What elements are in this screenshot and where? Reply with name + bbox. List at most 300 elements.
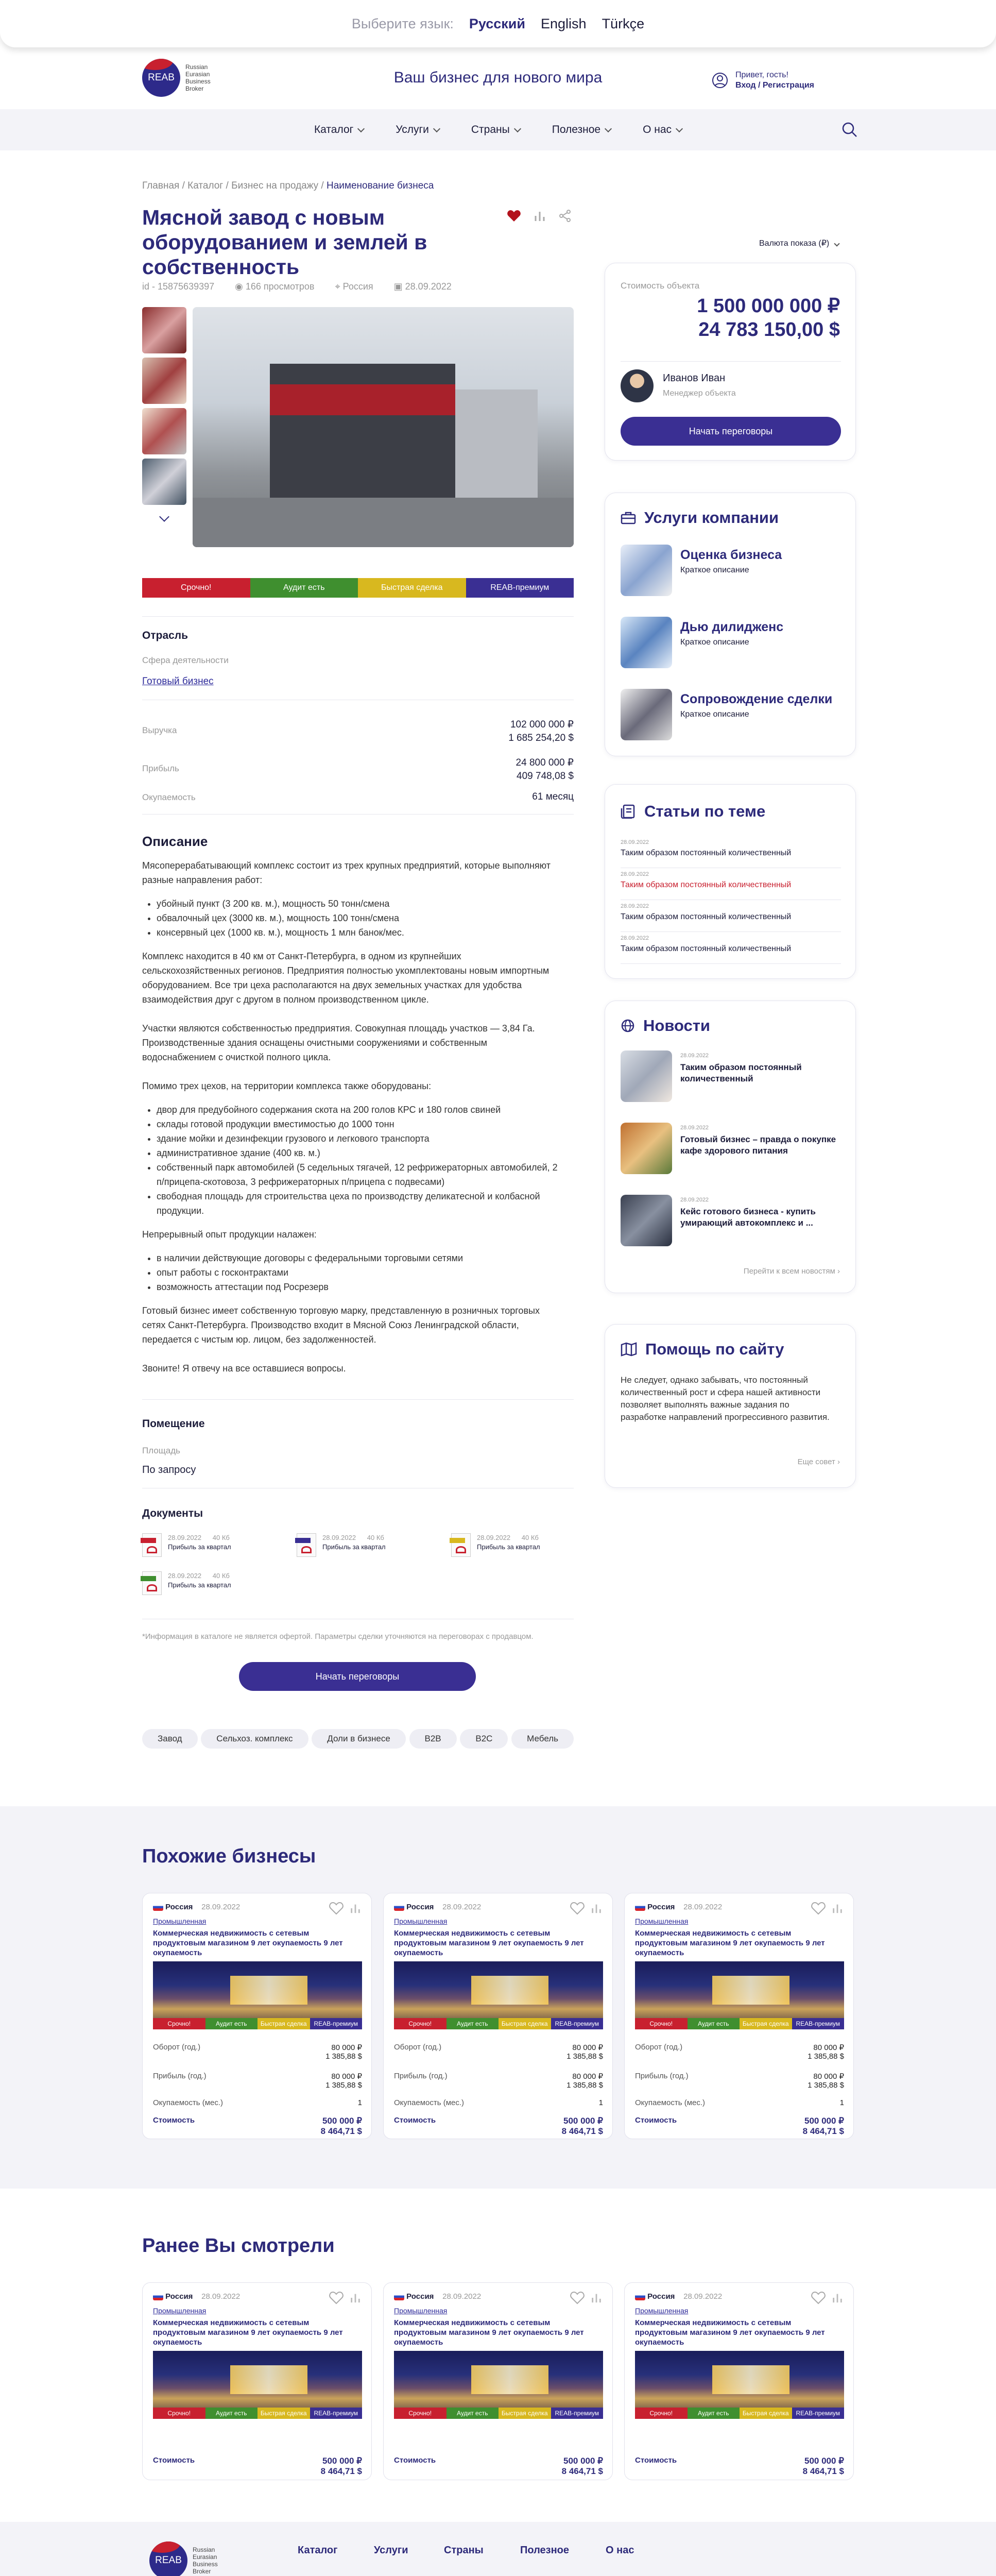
footer-nav-item[interactable]: Услуги xyxy=(374,2545,408,2556)
card-badges xyxy=(394,2408,603,2419)
gallery-thumbs xyxy=(142,307,186,523)
area-value: По запросу xyxy=(142,1464,196,1476)
heart-outline-icon[interactable] xyxy=(329,2291,344,2304)
row-label: Оборот (год.) xyxy=(635,2043,683,2052)
card-image-building xyxy=(712,2365,789,2394)
business-card[interactable] xyxy=(624,1893,854,2139)
tag[interactable]: Доли в бизнесе xyxy=(312,1729,406,1749)
service-name: Оценка бизнеса xyxy=(680,548,782,562)
business-card[interactable] xyxy=(142,2282,372,2480)
card-category[interactable]: Промышленная xyxy=(394,2307,448,2315)
breadcrumb-sep: / xyxy=(179,180,188,191)
nav-item-about[interactable] xyxy=(643,124,682,136)
heart-outline-icon[interactable] xyxy=(570,2291,585,2304)
article-date: 28.09.2022 xyxy=(621,935,649,941)
documents-list xyxy=(142,1533,574,1605)
nav-label: Полезное xyxy=(552,124,601,135)
heart-outline-icon[interactable] xyxy=(570,1902,585,1915)
breadcrumb-current: Наименование бизнеса xyxy=(327,180,434,191)
gallery-thumb[interactable] xyxy=(142,408,186,454)
news-item[interactable] xyxy=(621,1050,841,1102)
document-item[interactable] xyxy=(142,1571,231,1595)
disclaimer: *Информация в каталоге не является офертой. Параметры сделки уточняются на переговорах с продавцом. xyxy=(142,1632,534,1641)
card-category[interactable]: Промышленная xyxy=(394,1917,448,1925)
chart-icon[interactable] xyxy=(832,1903,843,1914)
badge-fast-deal: Быстрая сделка xyxy=(257,2408,310,2419)
badge-fast-deal: Быстрая сделка xyxy=(257,2018,310,2029)
card-price xyxy=(153,2116,362,2136)
document-icon xyxy=(621,804,636,819)
badge-premium: REAB-премиум xyxy=(551,2018,604,2029)
badge-urgent: Срочно! xyxy=(394,2408,447,2419)
articles-list xyxy=(621,836,841,964)
service-name: Дью дилидженс xyxy=(680,620,784,634)
manager-role: Менеджер объекта xyxy=(663,389,736,398)
card-image xyxy=(153,1961,362,2029)
card-badges xyxy=(394,2018,603,2029)
card-image xyxy=(635,1961,844,2029)
revenue-label: Выручка xyxy=(142,725,177,735)
nav-label: О нас xyxy=(643,124,672,135)
footer-nav-item[interactable]: Полезное xyxy=(520,2545,570,2556)
currency-select[interactable] xyxy=(759,238,839,248)
nav-label: Услуги xyxy=(396,124,429,135)
chart-icon[interactable] xyxy=(350,2292,361,2303)
documents-title: Документы xyxy=(142,1507,203,1519)
all-news-link[interactable] xyxy=(744,1267,840,1276)
viewed-title: Ранее Вы смотрели xyxy=(142,2235,335,2257)
card-profit xyxy=(153,2072,362,2090)
description-paragraph: Комплекс находится в 40 км от Санкт-Петербурга, в одном из крупнейших сельскохозяйственных регионов. Предприятия полностью укомплектованы новым импортным оборудованием. Все три цеха располагаются на двух земельных участках для удобства взаимодействия друг с другом в полном производственном цикле. xyxy=(142,951,549,1005)
logo-line: Business xyxy=(193,2561,218,2568)
document-item[interactable] xyxy=(451,1533,540,1557)
building-wing xyxy=(455,389,538,498)
article-item[interactable] xyxy=(621,932,841,964)
card-date: 28.09.2022 xyxy=(442,1903,482,1911)
card-image-building xyxy=(230,2365,307,2394)
row-label: Окупаемость (мес.) xyxy=(394,2098,465,2107)
price-usd: 24 783 150,00 $ xyxy=(698,319,840,341)
row-value: 1 xyxy=(839,2098,844,2107)
divider xyxy=(142,1399,574,1400)
news-card xyxy=(605,1001,856,1293)
price-rub: 500 000 ₽ xyxy=(804,2456,844,2466)
price-rub: 500 000 ₽ xyxy=(563,2456,603,2466)
card-meta xyxy=(635,1903,722,1911)
card-price xyxy=(153,2456,362,2476)
list-item: • возможность аттестации под Росрезерв xyxy=(157,1280,559,1294)
main-photo[interactable] xyxy=(193,307,574,547)
article-date: 28.09.2022 xyxy=(621,903,649,909)
chevron-down-icon xyxy=(514,125,521,132)
articles-title: Статьи по теме xyxy=(644,802,766,820)
card-title[interactable]: Коммерческая недвижимость с сетевым продуктовым магазином 9 лет окупаемость 9 лет окупаемость xyxy=(394,2318,584,2347)
service-image xyxy=(621,545,672,596)
sphere-link[interactable]: Готовый бизнес xyxy=(142,676,214,687)
share-icon[interactable] xyxy=(558,209,572,223)
card-country: Россия xyxy=(406,2292,434,2301)
chevron-down-icon xyxy=(357,125,365,132)
views-count: 166 просмотров xyxy=(245,281,315,292)
doc-size: 40 Кб xyxy=(367,1534,384,1541)
list-item: • административное здание (400 кв. м.) xyxy=(157,1146,559,1160)
tag[interactable]: B2C xyxy=(460,1729,508,1749)
card-badges xyxy=(635,2408,844,2419)
description-paragraph: Готовый бизнес имеет собственную торговую марку, представленную в розничных торговых сетях Санкт-Петербурга. Производство входит в Мясной Союз Ленинградской области, передается с чистым юр. лицом, без задолженностей. xyxy=(142,1306,540,1345)
card-title[interactable]: Коммерческая недвижимость с сетевым продуктовым магазином 9 лет окупаемость 9 лет окупаемость xyxy=(394,1929,584,1957)
price-rub: 500 000 ₽ xyxy=(322,2456,362,2466)
row-label: Стоимость xyxy=(394,2456,436,2465)
service-name: Сопровождение сделки xyxy=(680,692,833,706)
article-item[interactable] xyxy=(621,836,841,868)
business-card[interactable] xyxy=(624,2282,854,2480)
badge-audit: Аудит есть xyxy=(688,2408,740,2419)
chevron-down-icon xyxy=(433,125,440,132)
card-title[interactable]: Коммерческая недвижимость с сетевым продуктовым магазином 9 лет окупаемость 9 лет окупаемость xyxy=(635,2318,825,2347)
badge-urgent: Срочно! xyxy=(394,2018,447,2029)
row-value: 80 000 ₽ xyxy=(331,2072,362,2081)
list-item: • опыт работы с госконтрактами xyxy=(157,1265,559,1280)
pdf-icon xyxy=(142,1533,162,1557)
document-item[interactable] xyxy=(297,1533,386,1557)
card-image-building xyxy=(471,2365,548,2394)
doc-date: 28.09.2022 xyxy=(168,1572,202,1580)
news-date: 28.09.2022 xyxy=(680,1053,709,1059)
news-text: Готовый бизнес – правда о покупке кафе здорового питания xyxy=(680,1134,836,1156)
logo-line: Russian xyxy=(193,2546,215,2553)
login-link[interactable]: Вход / Регистрация xyxy=(735,81,814,90)
gallery-thumb[interactable] xyxy=(142,358,186,404)
news-image xyxy=(621,1195,672,1246)
globe-icon xyxy=(621,1019,635,1033)
card-turnover xyxy=(394,2043,603,2061)
pdf-icon xyxy=(297,1533,316,1557)
badge-audit: Аудит есть xyxy=(205,2408,258,2419)
card-badges xyxy=(635,2018,844,2029)
heart-outline-icon[interactable] xyxy=(811,1902,826,1915)
row-label: Оборот (год.) xyxy=(153,2043,201,2052)
help-title: Помощь по сайту xyxy=(645,1340,784,1358)
language-option-en[interactable]: English xyxy=(541,15,587,31)
service-item[interactable] xyxy=(621,545,782,596)
card-turnover xyxy=(153,2043,362,2061)
card-image xyxy=(635,2351,844,2419)
business-card[interactable] xyxy=(383,2282,613,2480)
divider xyxy=(142,814,574,815)
user-block[interactable] xyxy=(712,70,814,91)
logo-line: Broker xyxy=(185,85,204,92)
list-item: • здание мойки и дезинфекции грузового и легкового транспорта xyxy=(157,1131,559,1146)
doc-date: 28.09.2022 xyxy=(477,1534,511,1541)
row-label: Стоимость xyxy=(635,2116,677,2125)
listing-date xyxy=(394,281,452,292)
services-header xyxy=(621,509,779,527)
chevron-down-icon xyxy=(834,241,839,246)
badge-audit: Аудит есть xyxy=(205,2018,258,2029)
logo-line: Eurasian xyxy=(193,2553,217,2561)
row-label: Окупаемость (мес.) xyxy=(635,2098,706,2107)
list-item: • склады готовой продукции вместимостью до 1000 тонн xyxy=(157,1117,559,1131)
badge-audit: Аудит есть xyxy=(447,2018,499,2029)
row-value: 1 385,88 $ xyxy=(566,2052,603,2061)
card-image xyxy=(394,2351,603,2419)
card-price xyxy=(394,2116,603,2136)
chevron-down-icon xyxy=(605,125,612,132)
card-country: Россия xyxy=(165,1903,193,1911)
card-category[interactable]: Промышленная xyxy=(635,1917,689,1925)
card-date: 28.09.2022 xyxy=(683,1903,723,1911)
card-price xyxy=(635,2456,844,2476)
article-text: Таким образом постоянный количественный xyxy=(621,944,792,953)
divider xyxy=(621,361,841,362)
news-item[interactable] xyxy=(621,1123,841,1174)
logo-text: REAB xyxy=(148,72,175,83)
gallery-thumb[interactable] xyxy=(142,459,186,505)
card-badges xyxy=(153,2018,362,2029)
badge-urgent: Срочно! xyxy=(153,2408,205,2419)
arrow-right-icon: › xyxy=(837,1267,840,1276)
building-stripe xyxy=(270,384,455,415)
row-value: 80 000 ₽ xyxy=(813,2072,844,2081)
badge-premium: REAB-премиум xyxy=(310,2408,363,2419)
more-tip-label: Еще совет xyxy=(797,1458,835,1466)
news-text: Кейс готового бизнеса - купить умирающий автокомплекс и ... xyxy=(680,1207,816,1228)
badge-premium: REAB-премиум xyxy=(792,2408,845,2419)
badge-fast-deal: Быстрая сделка xyxy=(499,2408,551,2419)
description-body xyxy=(142,858,559,1376)
articles-card xyxy=(605,784,856,979)
article-item[interactable] xyxy=(621,900,841,932)
logo-mark xyxy=(149,2541,187,2576)
price-rub: 500 000 ₽ xyxy=(563,2116,603,2126)
card-meta xyxy=(394,2292,481,2301)
card-title[interactable]: Коммерческая недвижимость с сетевым продуктовым магазином 9 лет окупаемость 9 лет окупаемость xyxy=(153,2318,343,2347)
breadcrumb-link[interactable]: Бизнес на продажу xyxy=(231,180,319,191)
badge-premium: REAB-премиум xyxy=(310,2018,363,2029)
russia-flag-icon xyxy=(635,1904,645,1911)
profit-rub: 24 800 000 ₽ xyxy=(516,757,574,768)
service-item[interactable] xyxy=(621,689,832,740)
sphere-label: Сфера деятельности xyxy=(142,655,229,665)
row-value: 80 000 ₽ xyxy=(813,2043,844,2052)
service-desc: Краткое описание xyxy=(680,566,749,574)
footer-nav-item[interactable]: Страны xyxy=(444,2545,484,2556)
chart-icon[interactable] xyxy=(591,1903,602,1914)
card-image xyxy=(153,2351,362,2419)
badge-urgent: Срочно! xyxy=(635,2018,688,2029)
doc-size: 40 Кб xyxy=(521,1534,539,1541)
similar-title: Похожие бизнесы xyxy=(142,1845,316,1867)
profit-values xyxy=(419,756,574,783)
user-greeting: Привет, гость! xyxy=(735,71,788,79)
payback-label: Окупаемость xyxy=(142,792,196,802)
search-icon[interactable] xyxy=(842,122,858,138)
card-price xyxy=(635,2116,844,2136)
currency-label: Валюта показа (₽) xyxy=(759,239,830,248)
price-usd: 8 464,71 $ xyxy=(802,2126,844,2136)
row-value: 1 385,88 $ xyxy=(325,2081,362,2090)
tag[interactable]: Мебель xyxy=(511,1729,574,1749)
card-image-building xyxy=(230,1976,307,2005)
card-date: 28.09.2022 xyxy=(201,2292,241,2301)
footer-nav xyxy=(298,2545,634,2556)
card-meta xyxy=(153,2292,240,2301)
language-option-ru[interactable]: Русский xyxy=(469,15,525,31)
listing-badges xyxy=(142,578,574,598)
card-payback xyxy=(635,2098,844,2107)
service-image xyxy=(621,617,672,668)
nav-item-services[interactable] xyxy=(396,124,439,136)
list-item: • консервный цех (1000 кв. м.), мощность 1 млн банок/мес. xyxy=(157,925,559,940)
card-category[interactable]: Промышленная xyxy=(635,2307,689,2315)
description-paragraph: Непрерывный опыт продукции налажен: xyxy=(142,1229,317,1240)
area-label: Площадь xyxy=(142,1446,181,1455)
card-image xyxy=(394,1961,603,2029)
row-value: 1 385,88 $ xyxy=(566,2081,603,2090)
card-category[interactable]: Промышленная xyxy=(153,2307,207,2315)
language-option-tr[interactable]: Türkçe xyxy=(602,15,645,31)
list-item: • двор для предубойного содержания скота на 200 голов КРС и 180 голов свиней xyxy=(157,1103,559,1117)
card-payback xyxy=(394,2098,603,2107)
nav-item-catalog[interactable] xyxy=(314,124,364,136)
map-icon xyxy=(621,1342,637,1357)
row-value: 1 xyxy=(357,2098,362,2107)
tag[interactable]: Завод xyxy=(142,1729,198,1749)
list-item: • собственный парк автомобилей (5 седельных тягачей, 12 рефрижераторных автомобилей, 2 п/прицепа-скотовоза, 3 рефрижераторных п/прицепа с подвесами) xyxy=(157,1160,559,1189)
footer-logo[interactable] xyxy=(149,2541,218,2576)
row-value: 1 385,88 $ xyxy=(808,2081,844,2090)
badge-audit: Аудит есть xyxy=(250,578,358,598)
revenue-usd: 1 685 254,20 $ xyxy=(508,733,574,743)
russia-flag-icon xyxy=(394,2293,404,2300)
gallery-thumb[interactable] xyxy=(142,307,186,353)
avatar xyxy=(621,369,654,402)
country-value: Россия xyxy=(342,281,373,292)
card-date: 28.09.2022 xyxy=(683,2292,723,2301)
business-card[interactable] xyxy=(142,1893,372,2139)
price-usd: 8 464,71 $ xyxy=(561,2466,603,2476)
description-paragraph: Мясоперерабатывающий комплекс состоит из трех крупных предприятий, которые выполняют разные направления работ: xyxy=(142,860,551,885)
article-text: Таким образом постоянный количественный xyxy=(621,880,792,889)
tag[interactable]: Сельхоз. комплекс xyxy=(201,1729,308,1749)
news-image xyxy=(621,1123,672,1174)
card-meta xyxy=(394,1903,481,1911)
card-title[interactable]: Коммерческая недвижимость с сетевым продуктовым магазином 9 лет окупаемость 9 лет окупаемость xyxy=(635,1929,825,1957)
service-desc: Краткое описание xyxy=(680,638,749,647)
document-item[interactable] xyxy=(142,1533,231,1557)
row-label: Прибыль (год.) xyxy=(635,2072,689,2080)
business-card[interactable] xyxy=(383,1893,613,2139)
list-item: • в наличии действующие договоры с федеральными торговыми сетями xyxy=(157,1251,559,1265)
heart-outline-icon[interactable] xyxy=(811,2291,826,2304)
doc-size: 40 Кб xyxy=(212,1534,230,1541)
doc-name: Прибыль за квартал xyxy=(168,1581,231,1589)
doc-date: 28.09.2022 xyxy=(168,1534,202,1541)
card-profit xyxy=(635,2072,844,2090)
row-label: Стоимость xyxy=(394,2116,436,2125)
listing-id: id - 15875639397 xyxy=(142,281,215,292)
all-news-label: Перейти к всем новостям xyxy=(743,1267,835,1276)
card-price xyxy=(394,2456,603,2476)
row-value: 80 000 ₽ xyxy=(572,2043,603,2052)
russia-flag-icon xyxy=(153,1904,163,1911)
site-slogan: Ваш бизнес для нового мира xyxy=(393,69,603,86)
description-paragraph: Звоните! Я отвечу на все оставшиеся вопросы. xyxy=(142,1363,346,1374)
card-meta xyxy=(635,2292,722,2301)
row-label: Окупаемость (мес.) xyxy=(153,2098,224,2107)
chart-icon[interactable] xyxy=(534,210,546,222)
badge-urgent: Срочно! xyxy=(635,2408,688,2419)
more-tip-link[interactable] xyxy=(798,1458,840,1466)
news-item[interactable] xyxy=(621,1195,841,1246)
news-date: 28.09.2022 xyxy=(680,1125,709,1131)
card-profit xyxy=(394,2072,603,2090)
breadcrumb-link[interactable]: Главная xyxy=(142,180,180,191)
premises-title: Помещение xyxy=(142,1418,205,1430)
breadcrumb-link[interactable]: Каталог xyxy=(187,180,224,191)
row-value: 1 xyxy=(598,2098,603,2107)
row-label: Стоимость xyxy=(153,2116,195,2125)
price-usd: 8 464,71 $ xyxy=(561,2126,603,2136)
page-title: Мясной завод с новым оборудованием и землей в собственность xyxy=(142,206,427,279)
profit-label: Прибыль xyxy=(142,764,179,773)
start-negotiation-button[interactable]: Начать переговоры xyxy=(239,1662,476,1691)
heart-icon[interactable] xyxy=(507,209,521,223)
article-item[interactable] xyxy=(621,868,841,900)
tags xyxy=(142,1729,574,1749)
card-title[interactable]: Коммерческая недвижимость с сетевым продуктовым магазином 9 лет окупаемость 9 лет окупаемость xyxy=(153,1929,343,1957)
card-country: Россия xyxy=(647,2292,675,2301)
chart-icon[interactable] xyxy=(832,2292,843,2303)
help-text: Не следует, однако забывать, что постоянный количественный рост и сфера нашей активности позволяет выполнять важные задания по разработке направлений прогрессивного развития. xyxy=(621,1375,830,1422)
chevron-down-icon xyxy=(676,125,683,132)
card-turnover xyxy=(635,2043,844,2061)
tag[interactable]: B2B xyxy=(409,1729,457,1749)
doc-name: Прибыль за квартал xyxy=(168,1543,231,1551)
price-usd: 8 464,71 $ xyxy=(802,2466,844,2476)
briefcase-icon xyxy=(621,511,636,524)
logo-line: Business xyxy=(185,78,211,85)
card-category[interactable]: Промышленная xyxy=(153,1917,207,1925)
row-value: 1 385,88 $ xyxy=(808,2052,844,2061)
card-date: 28.09.2022 xyxy=(442,2292,482,2301)
nav-item-useful[interactable] xyxy=(552,124,611,136)
heart-outline-icon[interactable] xyxy=(329,1902,344,1915)
footer-nav-item[interactable]: Каталог xyxy=(298,2545,338,2556)
row-label: Стоимость xyxy=(153,2456,195,2465)
date-value: 28.09.2022 xyxy=(405,281,452,292)
chevron-down-icon[interactable] xyxy=(142,512,186,523)
start-negotiation-button[interactable]: Начать переговоры xyxy=(621,417,841,446)
chart-icon[interactable] xyxy=(591,2292,602,2303)
row-label: Прибыль (год.) xyxy=(394,2072,448,2080)
card-payback xyxy=(153,2098,362,2107)
pdf-icon xyxy=(451,1533,471,1557)
chart-icon[interactable] xyxy=(350,1903,361,1914)
badge-fast-deal: Быстрая сделка xyxy=(499,2018,551,2029)
news-date: 28.09.2022 xyxy=(680,1197,709,1203)
badge-premium: REAB-премиум xyxy=(551,2408,604,2419)
profit-usd: 409 748,08 $ xyxy=(517,771,574,782)
price-rub: 500 000 ₽ xyxy=(322,2116,362,2126)
nav-item-countries[interactable] xyxy=(471,124,520,136)
footer-nav-item[interactable]: О нас xyxy=(606,2545,634,2556)
badge-fast-deal: Быстрая сделка xyxy=(740,2408,792,2419)
revenue-values xyxy=(419,718,574,745)
building-shape xyxy=(270,364,455,498)
service-item[interactable] xyxy=(621,617,783,668)
russia-flag-icon xyxy=(635,2293,645,2300)
